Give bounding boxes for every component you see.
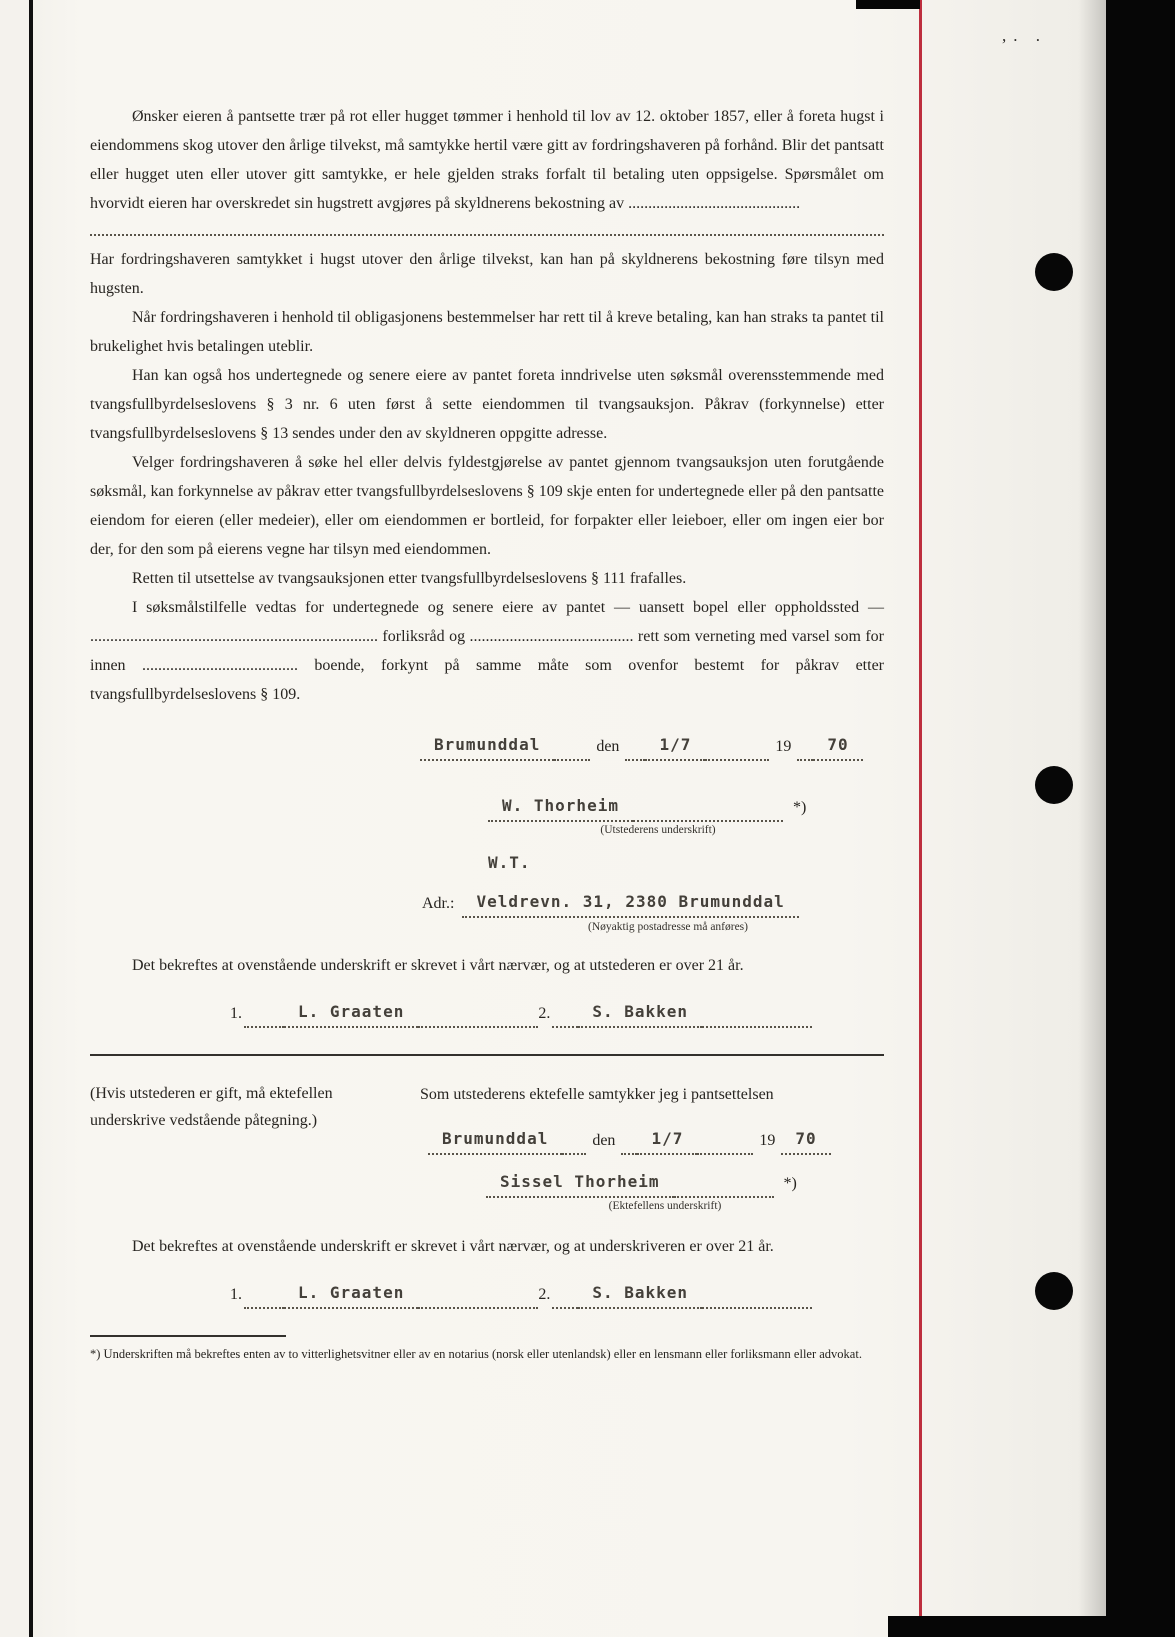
initials-field: W.T. — [488, 853, 531, 872]
signature-line — [488, 791, 884, 822]
witness2-signature: S. Bakken — [578, 997, 702, 1028]
paragraph-hugst: Ønsker eieren å pantsette trær på rot eller hugget tømmer i henhold til lov av 12. oktober 1857, eller å foreta hugst i eiendommens skog utover den årlige tilvekst, må samtykke hertil være gitt av fordringshaveren på forhånd. Blir det pantsatt eller hugget uten eller utover gitt samtykke, er hele gjelden straks forfalt til betaling uten oppsigelse. Spørsmålet om hvorvidt eieren har overskredet sin hugstrett avgjøres på skyldnerens bekostning av ........................................... — [90, 108, 884, 212]
document-body — [90, 102, 884, 1364]
signature-caption: (Utstederens underskrift) — [600, 824, 716, 836]
dotted-leader — [552, 1025, 578, 1028]
dotted-leader — [552, 1306, 578, 1309]
spouse-witness-confirmation: Det bekreftes at ovenstående underskrift er skrevet i vårt nærvær, og at underskriveren er over 21 år. — [132, 1238, 774, 1255]
scan-left-edge-line — [29, 0, 33, 1637]
spouse-footnote-marker: *) — [783, 1175, 797, 1192]
spouse-signature-line — [486, 1167, 884, 1198]
address-label: Adr.: — [422, 895, 455, 912]
spouse-date-line — [428, 1123, 884, 1155]
address-field: Veldrevn. 31, 2380 Brumunddal — [462, 887, 798, 918]
dotted-leader — [705, 758, 769, 761]
dotted-leader — [621, 1152, 637, 1155]
date-field: 1/7 — [645, 730, 705, 761]
spouse-den-label: den — [592, 1132, 616, 1149]
dotted-leader — [562, 1152, 586, 1155]
dotted-leader — [554, 758, 590, 761]
year-prefix: 19 — [775, 738, 792, 755]
scan-right-edge — [1106, 0, 1175, 1637]
paragraph-tilsyn: Har fordringshaveren samtykket i hugst utover den årlige tilvekst, kan han på skyldnerens bekostning føre tilsyn med hugsten. — [90, 251, 884, 297]
address-line — [422, 887, 884, 918]
punch-hole — [1035, 766, 1073, 804]
spouse-signature-caption: (Ektefellens underskrift) — [608, 1200, 722, 1212]
section-divider — [90, 1054, 884, 1056]
punch-hole — [1035, 1272, 1073, 1310]
witness1-number: 1. — [230, 1005, 242, 1022]
spouse-consent-block — [420, 1080, 884, 1214]
dotted-leader — [418, 1306, 538, 1309]
dotted-leader — [797, 758, 813, 761]
spouse-consent-section — [90, 1080, 884, 1214]
paragraph-betaling: Når fordringshaveren i henhold til obligasjonens bestemmelser har rett til å kreve betaling, kan han straks ta pantet til brukelighet hvis betalingen uteblir. — [90, 309, 884, 355]
scan-top-edge — [856, 0, 920, 9]
dotted-leader — [702, 1025, 812, 1028]
dotted-leader — [244, 1306, 284, 1309]
address-caption: (Nøyaktig postadresse må anføres) — [588, 921, 748, 933]
paragraph-verneting: I søksmålstilfelle vedtas for undertegnede og senere eiere av pantet — uansett bopel eller oppholdssted — ........................................................................ forliksråd og ......................................... rett som verneting med varsel som for innen ....................................... boende, forkynt på samme måte som ovenfor bestemt for påkrav etter tvangsfullbyrdelseslovens § 109. — [90, 599, 884, 703]
spouse-witness2-signature: S. Bakken — [578, 1278, 702, 1309]
signature-field: W. Thorheim — [488, 791, 633, 822]
dotted-leader — [244, 1025, 284, 1028]
execution-date-line — [420, 729, 884, 761]
witness-signatures — [230, 998, 884, 1028]
signature-block — [422, 791, 884, 935]
scan-left-margin — [0, 0, 29, 1637]
red-margin-line — [919, 0, 922, 1637]
spouse-consent-text: Som utstederens ektefelle samtykker jeg i pantsettelsen — [420, 1086, 774, 1103]
spouse-witness1-number: 1. — [230, 1286, 242, 1303]
place-field: Brumunddal — [420, 730, 554, 761]
spouse-witness2-number: 2. — [538, 1286, 551, 1303]
dotted-leader — [625, 758, 645, 761]
paragraph-utsettelse: Retten til utsettelse av tvangsauksjonen etter tvangsfullbyrdelseslovens § 111 frafalles. — [132, 570, 687, 587]
footnote-marker: *) — [792, 799, 807, 816]
spouse-witness1-signature: L. Graaten — [284, 1278, 418, 1309]
den-label: den — [596, 738, 620, 755]
spouse-year-field: 70 — [781, 1124, 830, 1155]
spouse-note: (Hvis utstederen er gift, må ektefellen underskrive vedstående påtegning.) — [90, 1085, 333, 1129]
scan-bottom-edge — [888, 1616, 1175, 1637]
spouse-date-field: 1/7 — [637, 1124, 697, 1155]
witness1-signature: L. Graaten — [284, 997, 418, 1028]
spouse-witness-signatures — [230, 1279, 884, 1309]
year-field: 70 — [813, 730, 862, 761]
paragraph-tvangsauksjon: Velger fordringshaveren å søke hel eller delvis fyldestgjørelse av pantet gjennom tvangsauksjon uten forutgående søksmål, kan forkynnelse av påkrav etter tvangsfullbyrdelseslovens § 109 skje enten for undertegnede eller på den pantsatte eiendom for eieren (eller medeier), eller om eiendommen er bortleid, for forpakter eller leieboer, eller om ingen eier bor der, for den som på eierens vegne har tilsyn med eiendommen. — [90, 454, 884, 558]
scan-shadow — [1078, 0, 1106, 1637]
spouse-place-field: Brumunddal — [428, 1124, 562, 1155]
witness2-number: 2. — [538, 1005, 551, 1022]
scan-specks: ,. . — [1002, 26, 1047, 45]
paragraph-inndrivelse: Han kan også hos undertegnede og senere eiere av pantet foreta inndrivelse uten søksmål overensstemmende med tvangsfullbyrdelseslovens § 3 nr. 6 uten først å sette eiendommen til tvangsauksjon. Påkrav (forkynnelse) etter tvangsfullbyrdelseslovens § 13 sendes under den av skyldneren oppgitte adresse. — [90, 367, 884, 442]
spouse-year-prefix: 19 — [759, 1132, 776, 1149]
spouse-signature-field: Sissel Thorheim — [486, 1167, 674, 1198]
dotted-leader — [697, 1152, 753, 1155]
dotted-leader — [702, 1306, 812, 1309]
witness-confirmation: Det bekreftes at ovenstående underskrift er skrevet i vårt nærvær, og at utstederen er over 21 år. — [132, 957, 744, 974]
footnote-text: *) Underskriften må bekreftes enten av to vitterlighetsvitner eller av en notarius (norsk eller utenlandsk) eller en lensmann eller forliksmann eller advokat. — [90, 1347, 862, 1361]
dotted-leader — [418, 1025, 538, 1028]
footnote-separator — [90, 1335, 286, 1337]
dotted-fill-line — [90, 234, 884, 236]
punch-hole — [1035, 253, 1073, 291]
